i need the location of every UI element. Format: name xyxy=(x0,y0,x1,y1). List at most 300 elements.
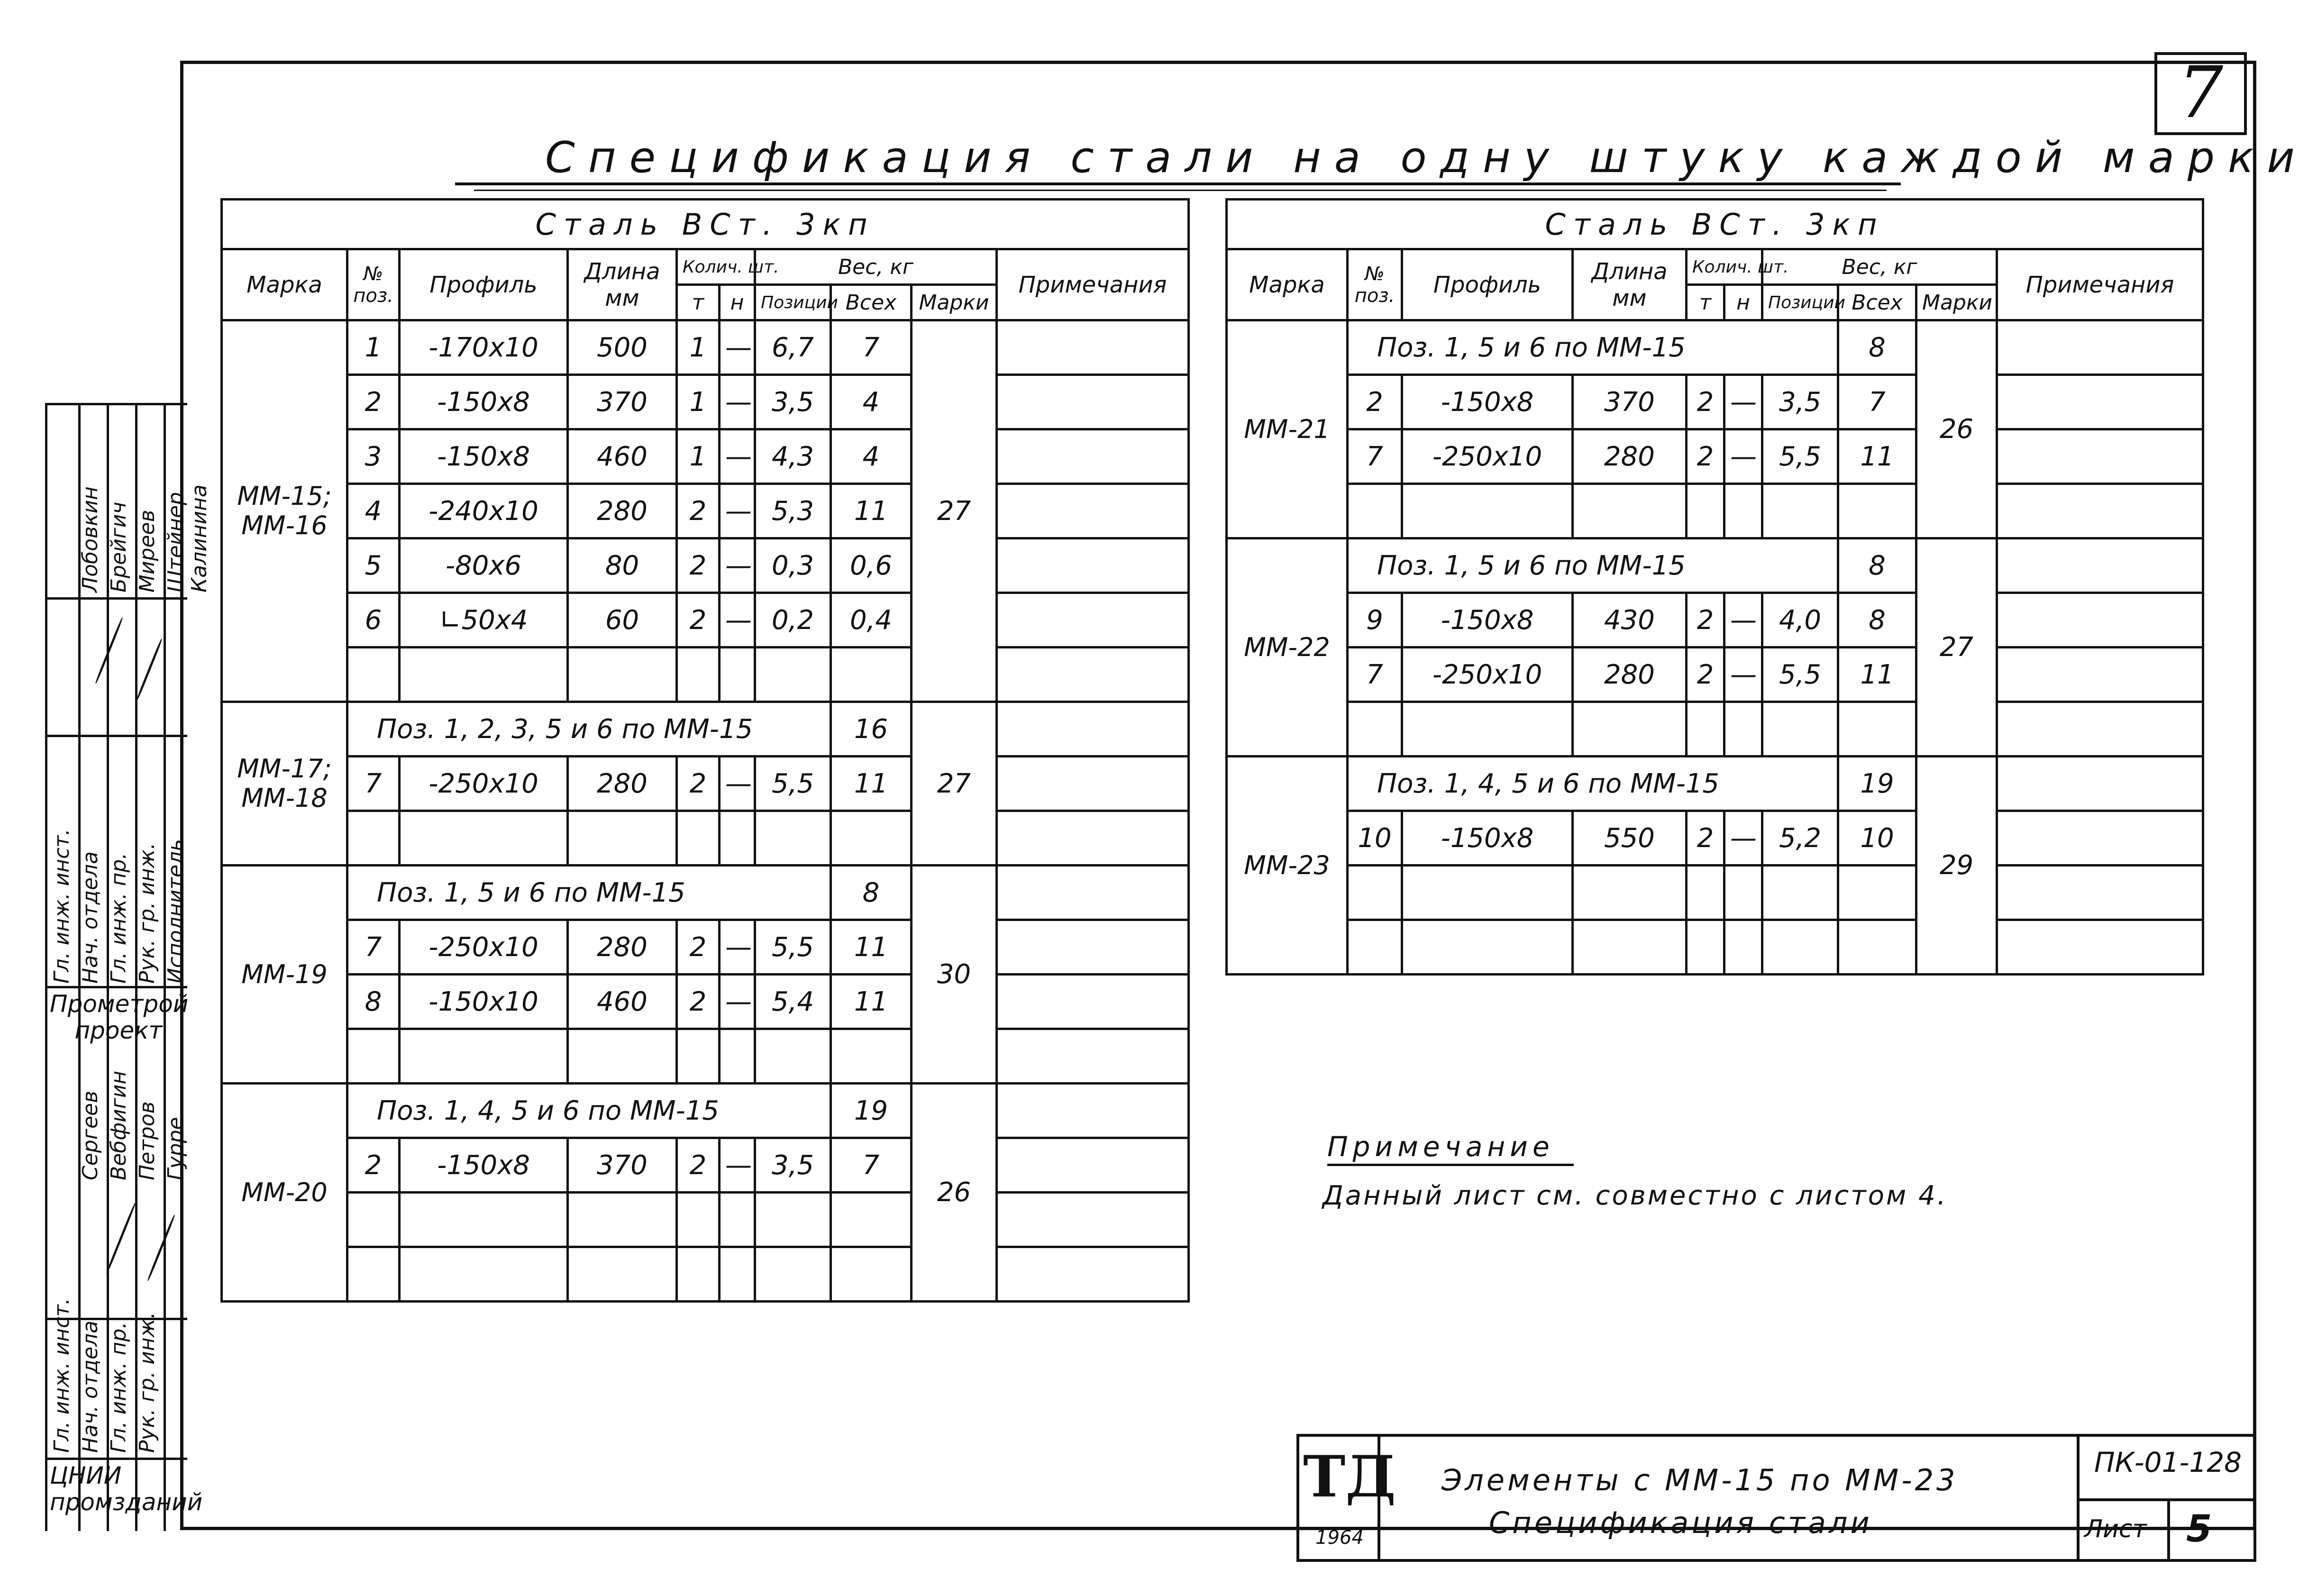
note-title: Примечание xyxy=(1327,1131,1554,1163)
empty-cell xyxy=(720,811,755,866)
qty-n-cell: — xyxy=(720,593,755,648)
empty-cell xyxy=(400,1193,568,1247)
empty-cell xyxy=(1402,920,1573,975)
marka-cell: ММ-17; ММ-18 xyxy=(222,702,347,866)
strip-line xyxy=(45,986,187,988)
note-text: Данный лист см. совместно с листом 4. xyxy=(1323,1180,1948,1211)
col-qty-t: т xyxy=(1687,285,1724,320)
marka-cell: ММ-19 xyxy=(222,866,347,1084)
title-underline-2 xyxy=(474,190,1887,191)
empty-cell xyxy=(1348,920,1402,975)
qty-t-cell: 1 xyxy=(677,375,720,429)
qty-n-cell: — xyxy=(720,375,755,429)
col-weight-mark: Марки xyxy=(1916,285,1997,320)
weight-all-cell: 0,4 xyxy=(831,593,912,648)
signer-name: Брейгич xyxy=(107,502,131,593)
empty-cell xyxy=(831,1193,912,1247)
qty-n-cell: — xyxy=(720,920,755,975)
notes-cell xyxy=(997,702,1189,757)
empty-cell xyxy=(568,1247,677,1302)
col-marka: Марка xyxy=(222,249,347,320)
weight-all-cell: 19 xyxy=(831,1084,912,1138)
marka-cell: ММ-20 xyxy=(222,1084,347,1302)
empty-cell xyxy=(831,1247,912,1302)
profile-cell: -150x8 xyxy=(400,1138,568,1193)
empty-cell xyxy=(677,1029,720,1084)
role-label: Гл. инж. инст. xyxy=(50,1298,74,1453)
empty-cell xyxy=(568,648,677,702)
signature-mark xyxy=(136,638,163,701)
weight-mark-cell: 29 xyxy=(1916,757,1997,975)
drawing-title: Элементы с ММ-15 по ММ-23 xyxy=(1441,1463,1958,1497)
col-marka: Марка xyxy=(1227,249,1348,320)
strip-line xyxy=(45,597,187,600)
weight-mark-cell: 30 xyxy=(912,866,997,1084)
col-weight: Вес, кг xyxy=(755,249,997,285)
qty-n-cell: — xyxy=(1724,429,1762,484)
qty-n-cell: — xyxy=(720,975,755,1029)
notes-cell xyxy=(997,429,1189,484)
col-qty: Колич. шт. xyxy=(677,249,755,285)
weight-pos-cell: 5,4 xyxy=(755,975,831,1029)
qty-n-cell: — xyxy=(1724,375,1762,429)
col-weight-mark: Марки xyxy=(912,285,997,320)
pos-cell: 2 xyxy=(347,1138,400,1193)
weight-all-cell: 8 xyxy=(1838,593,1916,648)
empty-cell xyxy=(400,1029,568,1084)
empty-cell xyxy=(347,1247,400,1302)
length-cell: 460 xyxy=(568,975,677,1029)
reference-row: Поз. 1, 4, 5 и 6 по ММ-15 xyxy=(347,1084,831,1138)
marka-cell: ММ-21 xyxy=(1227,320,1348,538)
pos-cell: 1 xyxy=(347,320,400,375)
qty-t-cell: 2 xyxy=(1687,593,1724,648)
length-cell: 370 xyxy=(568,1138,677,1193)
notes-cell xyxy=(997,1193,1189,1247)
signature-mark xyxy=(106,1203,137,1274)
notes-cell xyxy=(997,975,1189,1029)
notes-cell xyxy=(1997,320,2203,375)
reference-row: Поз. 1, 4, 5 и 6 по ММ-15 xyxy=(1348,757,1838,811)
notes-cell xyxy=(997,866,1189,920)
reference-row: Поз. 1, 5 и 6 по ММ-15 xyxy=(347,866,831,920)
empty-cell xyxy=(1687,866,1724,920)
empty-cell xyxy=(720,1193,755,1247)
notes-cell xyxy=(1997,593,2203,648)
col-weight-all: Всех xyxy=(831,285,912,320)
qty-t-cell: 2 xyxy=(677,484,720,538)
weight-pos-cell: 6,7 xyxy=(755,320,831,375)
weight-pos-cell: 0,2 xyxy=(755,593,831,648)
notes-cell xyxy=(1997,920,2203,975)
weight-all-cell: 7 xyxy=(1838,375,1916,429)
notes-cell xyxy=(1997,757,2203,811)
length-cell: 280 xyxy=(1573,429,1687,484)
empty-cell xyxy=(1687,702,1724,757)
notes-cell xyxy=(1997,702,2203,757)
weight-pos-cell: 4,3 xyxy=(755,429,831,484)
title-underline xyxy=(455,182,1901,185)
empty-cell xyxy=(1573,702,1687,757)
empty-cell xyxy=(1762,920,1838,975)
logo-mark: ТД xyxy=(1303,1443,1396,1510)
length-cell: 80 xyxy=(568,538,677,593)
pos-cell: 10 xyxy=(1348,811,1402,866)
strip-line xyxy=(45,403,187,405)
empty-cell xyxy=(1348,866,1402,920)
signer-name: Миреев xyxy=(135,510,159,593)
qty-n-cell: — xyxy=(720,484,755,538)
qty-t-cell: 2 xyxy=(677,757,720,811)
strip-line xyxy=(45,403,47,1531)
signer-name: Сергеев xyxy=(78,1091,102,1180)
profile-cell: -80x6 xyxy=(400,538,568,593)
signer-name: Вебфигин xyxy=(107,1070,131,1180)
weight-pos-cell: 5,3 xyxy=(755,484,831,538)
weight-all-cell: 0,6 xyxy=(831,538,912,593)
empty-cell xyxy=(1573,484,1687,538)
empty-cell xyxy=(1724,920,1762,975)
qty-t-cell: 2 xyxy=(1687,811,1724,866)
pos-cell: 7 xyxy=(347,757,400,811)
notes-cell xyxy=(997,1247,1189,1302)
empty-cell xyxy=(400,1247,568,1302)
col-weight-pos: Позиции xyxy=(1762,285,1838,320)
empty-cell xyxy=(1402,866,1573,920)
qty-n-cell: — xyxy=(1724,811,1762,866)
col-length: Длина мм xyxy=(1573,249,1687,320)
weight-pos-cell: 5,5 xyxy=(1762,429,1838,484)
empty-cell xyxy=(755,648,831,702)
length-cell: 430 xyxy=(1573,593,1687,648)
weight-all-cell: 19 xyxy=(1838,757,1916,811)
empty-cell xyxy=(755,1247,831,1302)
col-weight: Вес, кг xyxy=(1762,249,1997,285)
notes-cell xyxy=(1997,429,2203,484)
qty-n-cell: — xyxy=(1724,593,1762,648)
weight-pos-cell: 3,5 xyxy=(1762,375,1838,429)
spec-table-left xyxy=(220,198,1190,1303)
role-label: Исполнитель xyxy=(164,839,188,984)
corner-sheet-number: 7 xyxy=(2154,52,2247,135)
qty-t-cell: 2 xyxy=(677,920,720,975)
weight-pos-cell: 0,3 xyxy=(755,538,831,593)
marka-cell: ММ-23 xyxy=(1227,757,1348,975)
notes-cell xyxy=(997,811,1189,866)
empty-cell xyxy=(1838,866,1916,920)
role-label: Нач. отдела xyxy=(78,1320,102,1453)
empty-cell xyxy=(1348,484,1402,538)
qty-n-cell: — xyxy=(1724,648,1762,702)
empty-cell xyxy=(347,1193,400,1247)
empty-cell xyxy=(831,811,912,866)
empty-cell xyxy=(400,811,568,866)
profile-cell: -150x10 xyxy=(400,975,568,1029)
notes-cell xyxy=(1997,375,2203,429)
sheet-number: 5 xyxy=(2186,1508,2212,1550)
length-cell: 460 xyxy=(568,429,677,484)
qty-t-cell: 1 xyxy=(677,320,720,375)
qty-n-cell: — xyxy=(720,1138,755,1193)
empty-cell xyxy=(831,1029,912,1084)
drawing-subtitle: Спецификация стали xyxy=(1489,1505,1872,1540)
qty-t-cell: 2 xyxy=(677,1138,720,1193)
length-cell: 60 xyxy=(568,593,677,648)
empty-cell xyxy=(1838,920,1916,975)
empty-cell xyxy=(400,648,568,702)
empty-cell xyxy=(1402,702,1573,757)
qty-t-cell: 2 xyxy=(677,975,720,1029)
weight-pos-cell: 3,5 xyxy=(755,1138,831,1193)
col-profile: Профиль xyxy=(400,249,568,320)
role-label: Гл. инж. пр. xyxy=(107,1322,131,1453)
signature-mark xyxy=(147,1214,176,1281)
empty-cell xyxy=(568,811,677,866)
profile-cell: -240x10 xyxy=(400,484,568,538)
weight-all-cell: 4 xyxy=(831,429,912,484)
empty-cell xyxy=(1687,484,1724,538)
empty-cell xyxy=(1838,702,1916,757)
notes-cell xyxy=(997,1138,1189,1193)
profile-cell: -150x8 xyxy=(400,429,568,484)
steel-grade-header: Сталь ВСт. 3кп xyxy=(1227,200,2203,249)
pos-cell: 2 xyxy=(347,375,400,429)
empty-cell xyxy=(1762,702,1838,757)
empty-cell xyxy=(568,1193,677,1247)
weight-all-cell: 11 xyxy=(831,484,912,538)
sheet-divider xyxy=(2167,1498,2170,1559)
signer-name: Лобовкин xyxy=(78,486,102,593)
empty-cell xyxy=(568,1029,677,1084)
col-profile: Профиль xyxy=(1402,249,1573,320)
qty-t-cell: 2 xyxy=(677,593,720,648)
qty-t-cell: 2 xyxy=(677,538,720,593)
empty-cell xyxy=(720,648,755,702)
weight-all-cell: 11 xyxy=(831,975,912,1029)
empty-cell xyxy=(720,1247,755,1302)
col-notes: Примечания xyxy=(1997,249,2203,320)
empty-cell xyxy=(755,811,831,866)
strip-line xyxy=(45,1458,187,1460)
spec-table-right xyxy=(1225,198,2204,976)
marka-cell: ММ-15; ММ-16 xyxy=(222,320,347,702)
weight-pos-cell: 3,5 xyxy=(755,375,831,429)
reference-row: Поз. 1, 2, 3, 5 и 6 по ММ-15 xyxy=(347,702,831,757)
qty-t-cell: 2 xyxy=(1687,375,1724,429)
notes-cell xyxy=(1997,538,2203,593)
approval-strip xyxy=(45,403,211,1531)
weight-all-cell: 8 xyxy=(831,866,912,920)
pos-cell: 5 xyxy=(347,538,400,593)
role-label: Гл. инж. инст. xyxy=(50,829,74,984)
signer-name: Штейнер xyxy=(164,492,188,593)
profile-cell: -170x10 xyxy=(400,320,568,375)
profile-cell: -150x8 xyxy=(1402,375,1573,429)
signer-name: Калинина xyxy=(187,484,211,593)
notes-cell xyxy=(997,1029,1189,1084)
empty-cell xyxy=(677,811,720,866)
empty-cell xyxy=(1724,866,1762,920)
weight-mark-cell: 27 xyxy=(912,320,997,702)
weight-all-cell: 16 xyxy=(831,702,912,757)
empty-cell xyxy=(720,1029,755,1084)
code-box xyxy=(2077,1437,2256,1559)
reference-row: Поз. 1, 5 и 6 по ММ-15 xyxy=(1348,320,1838,375)
empty-cell xyxy=(755,1029,831,1084)
weight-pos-cell: 5,2 xyxy=(1762,811,1838,866)
col-notes: Примечания xyxy=(997,249,1189,320)
empty-cell xyxy=(1838,484,1916,538)
profile-cell: -250x10 xyxy=(1402,429,1573,484)
pos-cell: 3 xyxy=(347,429,400,484)
qty-t-cell: 2 xyxy=(1687,429,1724,484)
empty-cell xyxy=(677,648,720,702)
col-weight-pos: Позиции xyxy=(755,285,831,320)
notes-cell xyxy=(997,1084,1189,1138)
pos-cell: 9 xyxy=(1348,593,1402,648)
notes-cell xyxy=(997,593,1189,648)
role-label: Рук. гр. инж. xyxy=(135,1312,159,1453)
col-length: Длина мм xyxy=(568,249,677,320)
empty-cell xyxy=(677,1193,720,1247)
notes-cell xyxy=(1997,484,2203,538)
empty-cell xyxy=(347,648,400,702)
weight-pos-cell: 5,5 xyxy=(755,920,831,975)
pos-cell: 6 xyxy=(347,593,400,648)
pos-cell: 7 xyxy=(1348,648,1402,702)
col-weight-all: Всех xyxy=(1838,285,1916,320)
weight-all-cell: 10 xyxy=(1838,811,1916,866)
profile-cell: -250x10 xyxy=(400,920,568,975)
notes-cell xyxy=(1997,811,2203,866)
length-cell: 280 xyxy=(568,920,677,975)
qty-t-cell: 1 xyxy=(677,429,720,484)
weight-all-cell: 8 xyxy=(1838,320,1916,375)
empty-cell xyxy=(1573,866,1687,920)
note-underline xyxy=(1327,1164,1574,1166)
profile-cell: -250x10 xyxy=(1402,648,1573,702)
notes-cell xyxy=(997,320,1189,375)
role-label: Гл. инж. пр. xyxy=(107,852,131,984)
notes-cell xyxy=(997,484,1189,538)
sheet-label: Лист xyxy=(2084,1515,2147,1543)
weight-all-cell: 11 xyxy=(831,757,912,811)
weight-all-cell: 11 xyxy=(1838,429,1916,484)
notes-cell xyxy=(997,538,1189,593)
institute-logo xyxy=(1299,1437,1396,1559)
logo-year: 1964 xyxy=(1315,1527,1364,1549)
empty-cell xyxy=(831,648,912,702)
empty-cell xyxy=(755,1193,831,1247)
qty-n-cell: — xyxy=(720,429,755,484)
role-label: Нач. отдела xyxy=(78,851,102,984)
notes-cell xyxy=(1997,866,2203,920)
pos-cell: 7 xyxy=(347,920,400,975)
profile-cell: -150x8 xyxy=(400,375,568,429)
role-label: Рук. гр. инж. xyxy=(135,842,159,984)
pos-cell: 8 xyxy=(347,975,400,1029)
notes-cell xyxy=(997,648,1189,702)
drawing-code: ПК-01-128 xyxy=(2094,1446,2242,1478)
length-cell: 370 xyxy=(568,375,677,429)
weight-all-cell: 4 xyxy=(831,375,912,429)
notes-cell xyxy=(997,757,1189,811)
col-qty-t: т xyxy=(677,285,720,320)
col-qty: Колич. шт. xyxy=(1687,249,1762,285)
organization-top: Прометрой проект xyxy=(50,990,189,1044)
col-pos: № поз. xyxy=(347,249,400,320)
pos-cell: 7 xyxy=(1348,429,1402,484)
weight-pos-cell: 5,5 xyxy=(1762,648,1838,702)
profile-cell: -250x10 xyxy=(400,757,568,811)
empty-cell xyxy=(1348,702,1402,757)
empty-cell xyxy=(347,811,400,866)
qty-n-cell: — xyxy=(720,757,755,811)
profile-cell: ∟50x4 xyxy=(400,593,568,648)
weight-all-cell: 8 xyxy=(1838,538,1916,593)
empty-cell xyxy=(1573,920,1687,975)
weight-pos-cell: 4,0 xyxy=(1762,593,1838,648)
col-qty-n: н xyxy=(1724,285,1762,320)
qty-t-cell: 2 xyxy=(1687,648,1724,702)
title-block xyxy=(1296,1434,2256,1562)
qty-n-cell: — xyxy=(720,320,755,375)
weight-all-cell: 11 xyxy=(831,920,912,975)
weight-all-cell: 7 xyxy=(831,320,912,375)
notes-cell xyxy=(997,920,1189,975)
notes-cell xyxy=(997,375,1189,429)
length-cell: 500 xyxy=(568,320,677,375)
length-cell: 550 xyxy=(1573,811,1687,866)
weight-mark-cell: 27 xyxy=(912,702,997,866)
empty-cell xyxy=(1687,920,1724,975)
length-cell: 280 xyxy=(1573,648,1687,702)
col-qty-n: н xyxy=(720,285,755,320)
weight-mark-cell: 26 xyxy=(1916,320,1997,538)
weight-all-cell: 11 xyxy=(1838,648,1916,702)
reference-row: Поз. 1, 5 и 6 по ММ-15 xyxy=(1348,538,1838,593)
empty-cell xyxy=(677,1247,720,1302)
empty-cell xyxy=(1762,866,1838,920)
empty-cell xyxy=(1724,702,1762,757)
empty-cell xyxy=(347,1029,400,1084)
main-title: Спецификация стали на одну штуку каждой марки xyxy=(545,133,2308,182)
weight-pos-cell: 5,5 xyxy=(755,757,831,811)
weight-mark-cell: 27 xyxy=(1916,538,1997,757)
signer-name: Петров xyxy=(135,1101,159,1180)
qty-n-cell: — xyxy=(720,538,755,593)
notes-cell xyxy=(1997,648,2203,702)
length-cell: 280 xyxy=(568,757,677,811)
weight-mark-cell: 26 xyxy=(912,1084,997,1302)
empty-cell xyxy=(1402,484,1573,538)
profile-cell: -150x8 xyxy=(1402,593,1573,648)
pos-cell: 4 xyxy=(347,484,400,538)
length-cell: 370 xyxy=(1573,375,1687,429)
col-pos: № поз. xyxy=(1348,249,1402,320)
signer-name: Гурре xyxy=(164,1117,188,1180)
steel-grade-header: Сталь ВСт. 3кп xyxy=(222,200,1189,249)
profile-cell: -150x8 xyxy=(1402,811,1573,866)
length-cell: 280 xyxy=(568,484,677,538)
weight-all-cell: 7 xyxy=(831,1138,912,1193)
marka-cell: ММ-22 xyxy=(1227,538,1348,757)
signature-mark xyxy=(95,617,124,684)
empty-cell xyxy=(1762,484,1838,538)
pos-cell: 2 xyxy=(1348,375,1402,429)
strip-line xyxy=(45,735,187,737)
organization-bottom: ЦНИИ промзданий xyxy=(50,1462,203,1516)
